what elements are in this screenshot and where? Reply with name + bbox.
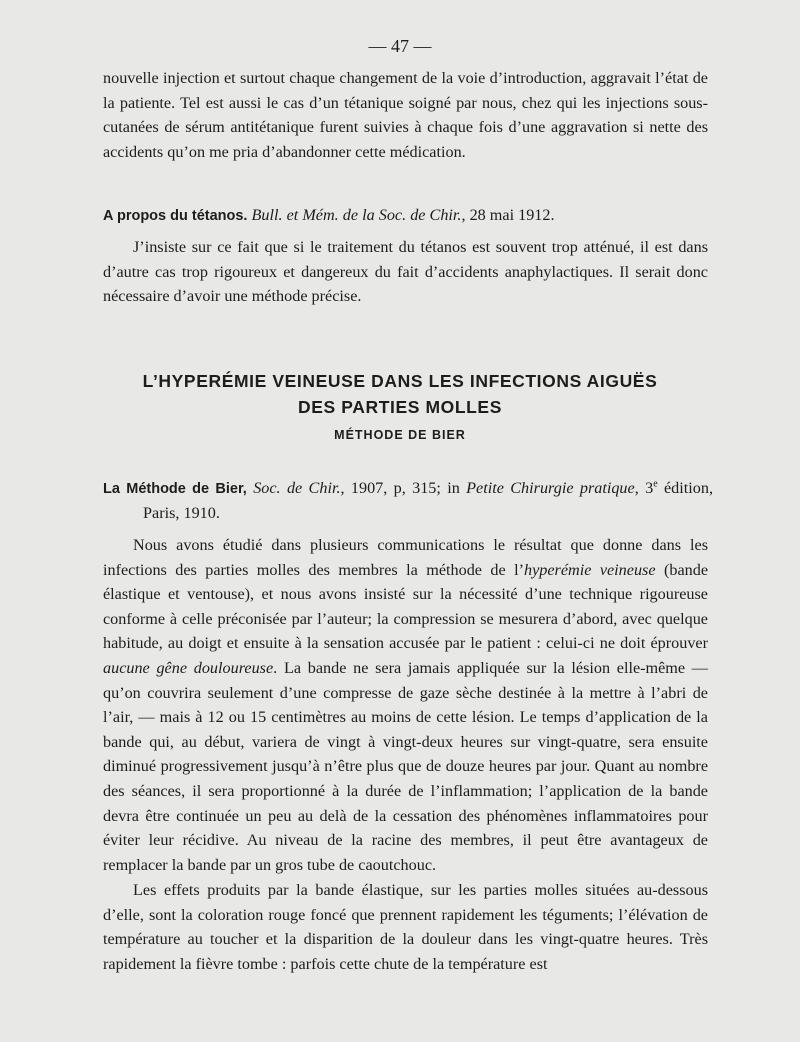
paragraph-effets: Les effets produits par la bande élastique, sur les parties molles situées au-dessous d’elle, sont la coloration rouge foncé que prennent rapidement les téguments; l’élévation de température au toucher et la disparition de la douleur dans les vingt-quatre heures. Très rapidement la fièvre tombe : parfois cette chute de la température est xyxy=(103,881,708,973)
section-title-line-2: DES PARTIES MOLLES xyxy=(298,397,502,417)
page-number: — 47 — xyxy=(368,36,432,56)
reference-edition: , 3 xyxy=(634,479,654,497)
emphasis-gene: aucune gêne douloureuse xyxy=(103,658,274,677)
text-segment: (bande élastique et ventouse), et nous avons insisté sur la nécessité d’une technique rigoureuse conforme à celle préconisée par l’auteur; la compression se mesurera d’abord, avec quelque habitude, au doigt et ensuite à la sensation accusée par le patient : celui-ci ne doit éprouver xyxy=(103,560,709,653)
reference-title: A propos du tétanos. xyxy=(103,208,248,224)
reference-date: , 28 mai 1912. xyxy=(461,206,555,224)
paragraph-bier-method xyxy=(103,533,708,877)
reference-tetanos xyxy=(103,203,723,228)
reference-journal: Bull. et Mém. de la Soc. de Chir. xyxy=(251,206,462,224)
reference-edition-sup: e xyxy=(653,478,658,490)
reference-bier xyxy=(103,476,713,525)
reference-details: , 1907, p, 315; in xyxy=(340,479,460,497)
reference-journal: Soc. de Chir. xyxy=(253,479,341,497)
emphasis-hyperemie: hyperémie veineuse xyxy=(523,560,656,579)
text-segment: . La bande ne sera jamais appliquée sur la lésion elle-même — qu’on couvrira seulement d’une compresse de gaze sèche destinée à la mettre à l’abri de l’air, — mais à 12 ou 15 centimètres au moins de cette lésion. Le temps d’application de la bande qui, au début, variera de vingt à vingt-deux heures sur vingt-quatre, sera ensuite diminué progressivement jusqu’à n’être plus que de douze heures par jour. Quant au nombre des séances, il sera proportionné à la durée de l’inflammation; l’application de la bande devra être continuée un peu au delà de la cessation des phénomènes inflammatoires pour éviter leur récidive. Au niveau de la racine des membres, il peut être avantageux de remplacer la bande par un gros tube de caoutchouc. xyxy=(103,658,708,874)
paragraph-tetanos: J’insiste sur ce fait que si le traitement du tétanos est souvent trop atténué, il est dans d’autre cas trop rigoureux et dangereux du fait d’accidents anaphylactiques. Il serait donc nécessaire d’avoir une méthode précise. xyxy=(103,238,708,306)
reference-title: La Méthode de Bier, xyxy=(103,481,247,497)
reference-tail: édition, Paris, 1910. xyxy=(143,479,713,522)
paragraph-continuation: nouvelle injection et surtout chaque changement de la voie d’introduction, aggravait l’état de la patiente. Tel est aussi le cas d’un tétanique soigné par nous, chez qui les injections sous-cutanées de sérum antitétanique furent suivies à chaque fois d’une aggravation si nette des accidents qu’on me pria d’abandonner cette médication. xyxy=(103,69,708,161)
section-title-line-1: L’HYPERÉMIE VEINEUSE DANS LES INFECTIONS AIGUËS xyxy=(142,371,658,391)
reference-book: Petite Chirurgie pratique xyxy=(466,479,635,497)
section-subtitle: MÉTHODE DE BIER xyxy=(334,428,466,442)
text-segment: Nous avons étudié dans plusieurs communications le résultat que donne dans les infections des parties molles des membres la méthode de l’ xyxy=(103,536,708,579)
